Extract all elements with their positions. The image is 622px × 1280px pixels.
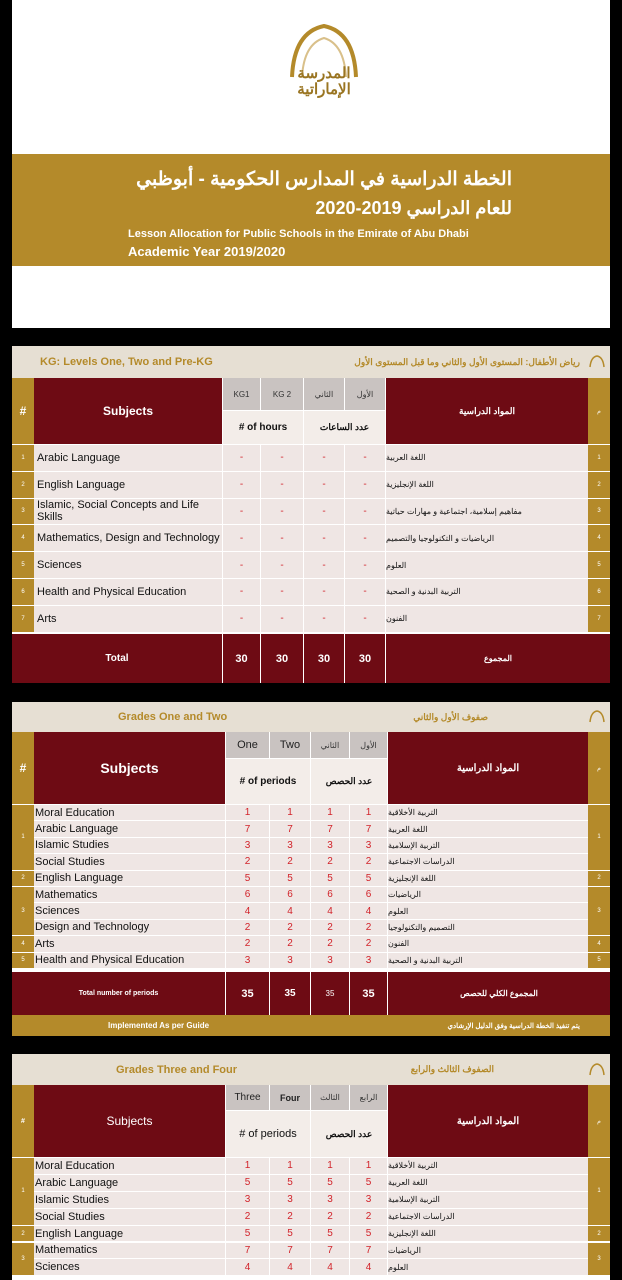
periods-value: 3 [350, 838, 387, 853]
subject-name: English Language [34, 871, 225, 886]
periods-value: 3 [350, 1192, 387, 1208]
g34-title-ar: الصفوف الثالث والرابع [410, 1064, 494, 1074]
periods-value: 5 [311, 1175, 349, 1191]
periods-value: 5 [350, 1175, 387, 1191]
periods-value: 7 [350, 821, 387, 836]
subject-name: Moral Education [34, 1158, 225, 1174]
hours-value: - [261, 472, 303, 498]
periods-value: 4 [311, 1259, 349, 1275]
row-number: 1 [12, 445, 34, 471]
hours-value: - [223, 552, 260, 578]
cover-title-ar: الخطة الدراسية في المدارس الحكومية - أبوظبي [136, 169, 512, 190]
subject-name: Social Studies [34, 854, 225, 869]
g34-row-num-label: م [588, 1085, 610, 1157]
periods-value: 2 [226, 1209, 269, 1225]
kg-total-value: 30 [261, 634, 303, 683]
grades-3-4-table [12, 1054, 610, 1280]
g12-footer-ar: يتم تنفيذ الخطة الدراسية وفق الدليل الإرشادي [447, 1022, 580, 1030]
hours-value: - [223, 445, 260, 471]
periods-value: 2 [350, 936, 387, 951]
subject-name: Health and Physical Education [34, 953, 225, 968]
row-number: 5 [588, 552, 610, 578]
hours-value: - [223, 525, 260, 551]
kg-subjects-header-ar: المواد الدراسية [386, 378, 588, 444]
periods-value: 2 [311, 936, 349, 951]
g34-col-four: Four [270, 1085, 310, 1110]
periods-value: 3 [226, 838, 269, 853]
periods-value: 3 [226, 1192, 269, 1208]
g34-title-bar [12, 1054, 610, 1085]
group-number: 3 [588, 887, 610, 935]
periods-value: 3 [270, 953, 310, 968]
periods-value: 7 [226, 1243, 269, 1259]
periods-value: 5 [350, 871, 387, 886]
g12-total-label-ar: المجموع الكلي للحصص [388, 972, 610, 1015]
periods-value: 4 [270, 903, 310, 918]
hours-value: - [345, 445, 385, 471]
g12-total-value: 35 [311, 972, 349, 1015]
subject-name: Sciences [34, 1259, 225, 1275]
kg-col-second: الثاني [304, 378, 344, 410]
g34-col-third: الثالث [311, 1085, 349, 1110]
subject-name-ar: اللغة العربية [386, 445, 588, 471]
periods-value: 5 [311, 871, 349, 886]
kg-title-en: KG: Levels One, Two and Pre-KG [40, 356, 213, 368]
school-logo [274, 22, 374, 102]
subject-name: Sciences [34, 903, 225, 918]
cover-page [12, 0, 610, 328]
g34-subjects-header: Subjects [34, 1085, 225, 1157]
hours-value: - [261, 525, 303, 551]
periods-value: 3 [270, 1192, 310, 1208]
kg-title-ar: رياض الأطفال: المستوى الأول والثاني وما قبل المستوى الأول [354, 356, 580, 367]
kg-title-bar [12, 346, 610, 378]
subject-name: Social Studies [34, 1209, 225, 1225]
periods-value: 2 [350, 920, 387, 935]
subject-name-ar: التربية البدنية و الصحية [386, 579, 588, 605]
periods-value: 1 [311, 1158, 349, 1174]
subject-name-ar: التربية الأخلاقية [388, 805, 588, 820]
group-number: 5 [588, 953, 610, 968]
periods-value: 4 [311, 903, 349, 918]
periods-value: 4 [226, 1259, 269, 1275]
g34-col-fourth: الرابع [350, 1085, 387, 1110]
g12-periods-ar: عدد الحصص [311, 759, 387, 804]
periods-value: 7 [270, 821, 310, 836]
g12-row-num-label: م [588, 732, 610, 804]
group-number: 1 [12, 805, 34, 870]
kg-col-kg2: KG 2 [261, 378, 303, 410]
subject-name: Health and Physical Education [34, 579, 222, 605]
kg-hours-en: # of hours [223, 411, 303, 444]
periods-value: 1 [270, 805, 310, 820]
kg-total-value: 30 [304, 634, 344, 683]
row-number: 1 [588, 445, 610, 471]
hours-value: - [261, 499, 303, 525]
cover-year-ar: للعام الدراسي 2019-2020 [315, 198, 512, 218]
periods-value: 3 [270, 838, 310, 853]
periods-value: 7 [350, 1243, 387, 1259]
periods-value: 5 [311, 1226, 349, 1242]
hours-value: - [345, 525, 385, 551]
cover-year-en: Academic Year 2019/2020 [128, 244, 286, 259]
subject-name-ar: الدراسات الاجتماعية [388, 1209, 588, 1225]
hours-value: - [223, 472, 260, 498]
periods-value: 2 [226, 854, 269, 869]
subject-name: Arts [34, 936, 225, 951]
hours-value: - [261, 552, 303, 578]
subject-name-ar: الفنون [386, 606, 588, 632]
kg-subjects-header: Subjects [34, 378, 222, 444]
subject-name: Islamic Studies [34, 1192, 225, 1208]
periods-value: 2 [311, 854, 349, 869]
g12-title-en: Grades One and Two [118, 711, 228, 723]
periods-value: 4 [270, 1259, 310, 1275]
mini-logo-icon [588, 710, 606, 724]
kg-hours-ar: عدد الساعات [304, 411, 385, 444]
subject-name-ar: العلوم [386, 552, 588, 578]
row-number: 3 [588, 499, 610, 525]
periods-value: 7 [270, 1243, 310, 1259]
group-number: 2 [12, 1226, 34, 1242]
periods-value: 2 [270, 1209, 310, 1225]
kg-table [12, 346, 610, 683]
subject-name-ar: الدراسات الاجتماعية [388, 854, 588, 869]
row-number: 4 [588, 525, 610, 551]
periods-value: 3 [311, 1192, 349, 1208]
g12-col-second: الثاني [311, 732, 349, 758]
periods-value: 3 [311, 953, 349, 968]
hours-value: - [261, 606, 303, 632]
row-number: 6 [588, 579, 610, 605]
g12-total-label: Total number of periods [12, 972, 225, 1015]
periods-value: 5 [350, 1226, 387, 1242]
periods-value: 1 [350, 1158, 387, 1174]
subject-name-ar: مفاهيم إسلامية، اجتماعية و مهارات حياتية [386, 499, 588, 525]
periods-value: 2 [350, 854, 387, 869]
subject-name: English Language [34, 472, 222, 498]
periods-value: 2 [350, 1209, 387, 1225]
g12-title-ar: صفوف الأول والثاني [413, 711, 488, 722]
periods-value: 6 [311, 887, 349, 902]
subject-name: Mathematics [34, 887, 225, 902]
row-number: 7 [588, 606, 610, 632]
logo-text: المدرسة الإماراتية [297, 65, 351, 98]
g12-subjects-header-ar: المواد الدراسية [388, 732, 588, 804]
subject-name-ar: الفنون [388, 936, 588, 951]
subject-name: Moral Education [34, 805, 225, 820]
periods-value: 2 [226, 920, 269, 935]
subject-name: English Language [34, 1226, 225, 1242]
subject-name: Arts [34, 606, 222, 632]
periods-value: 2 [311, 1209, 349, 1225]
periods-value: 2 [226, 936, 269, 951]
g12-footer [12, 1015, 610, 1036]
periods-value: 1 [226, 805, 269, 820]
hours-value: - [261, 579, 303, 605]
g12-col-one: One [226, 732, 269, 758]
subject-name-ar: التربية الإسلامية [388, 1192, 588, 1208]
group-number: 3 [12, 1243, 34, 1276]
group-number: 3 [588, 1243, 610, 1276]
g34-subjects-header-ar: المواد الدراسية [388, 1085, 588, 1157]
group-number: 2 [12, 871, 34, 886]
mini-logo-icon [588, 1063, 606, 1077]
cover-title-en: Lesson Allocation for Public Schools in the Emirate of Abu Dhabi [128, 228, 469, 240]
g12-total-value: 35 [350, 972, 387, 1015]
periods-value: 1 [270, 1158, 310, 1174]
periods-value: 3 [226, 953, 269, 968]
periods-value: 2 [270, 920, 310, 935]
periods-value: 3 [350, 953, 387, 968]
periods-value: 7 [311, 821, 349, 836]
g12-col-two: Two [270, 732, 310, 758]
grades-1-2-table [12, 702, 610, 1036]
hours-value: - [261, 445, 303, 471]
subject-name: Mathematics, Design and Technology [34, 525, 222, 551]
row-number: 2 [12, 472, 34, 498]
group-number: 2 [588, 871, 610, 886]
periods-value: 5 [270, 871, 310, 886]
kg-total-value: 30 [345, 634, 385, 683]
periods-value: 7 [311, 1243, 349, 1259]
subject-name-ar: اللغة العربية [388, 821, 588, 836]
periods-value: 2 [270, 936, 310, 951]
g34-hash: # [12, 1085, 34, 1157]
kg-col-kg1: KG1 [223, 378, 260, 410]
hours-value: - [345, 499, 385, 525]
periods-value: 4 [350, 903, 387, 918]
row-number: 5 [12, 552, 34, 578]
periods-value: 5 [226, 1175, 269, 1191]
periods-value: 3 [311, 838, 349, 853]
periods-value: 5 [226, 871, 269, 886]
periods-value: 4 [350, 1259, 387, 1275]
periods-value: 6 [270, 887, 310, 902]
hours-value: - [345, 606, 385, 632]
hours-value: - [345, 472, 385, 498]
g12-total-value: 35 [270, 972, 310, 1015]
periods-value: 2 [311, 920, 349, 935]
g34-title-en: Grades Three and Four [116, 1063, 238, 1076]
subject-name-ar: الرياضيات [388, 887, 588, 902]
subject-name-ar: التربية الإسلامية [388, 838, 588, 853]
group-number: 5 [12, 953, 34, 968]
periods-value: 2 [270, 854, 310, 869]
subject-name-ar: التصميم والتكنولوجيا [388, 920, 588, 935]
hours-value: - [223, 499, 260, 525]
group-number: 2 [588, 1226, 610, 1242]
g12-periods-en: # of periods [226, 759, 310, 804]
group-number: 3 [12, 887, 34, 935]
subject-name-ar: التربية الأخلاقية [388, 1158, 588, 1174]
group-number: 1 [588, 805, 610, 870]
g34-col-three: Three [226, 1085, 269, 1110]
kg-total-value: 30 [223, 634, 260, 683]
kg-col-first: الأول [345, 378, 385, 410]
g12-col-first: الأول [350, 732, 387, 758]
kg-row-num-label: م [588, 378, 610, 444]
subject-name: Mathematics [34, 1243, 225, 1259]
group-number: 4 [588, 936, 610, 951]
g12-footer-en: Implemented As per Guide [108, 1021, 210, 1030]
hours-value: - [345, 579, 385, 605]
mini-logo-icon [588, 355, 606, 369]
periods-value: 6 [226, 887, 269, 902]
periods-value: 7 [226, 821, 269, 836]
group-number: 4 [12, 936, 34, 951]
cover-banner [12, 154, 610, 266]
hours-value: - [304, 606, 344, 632]
hours-value: - [304, 579, 344, 605]
periods-value: 1 [226, 1158, 269, 1174]
hours-value: - [304, 552, 344, 578]
hours-value: - [223, 579, 260, 605]
kg-hash: # [12, 378, 34, 444]
periods-value: 5 [226, 1226, 269, 1242]
row-number: 3 [12, 499, 34, 525]
g34-periods-en: # of periods [226, 1111, 310, 1157]
row-number: 4 [12, 525, 34, 551]
subject-name: Arabic Language [34, 1175, 225, 1191]
subject-name-ar: الرياضيات [388, 1243, 588, 1259]
subject-name-ar: العلوم [388, 903, 588, 918]
periods-value: 1 [350, 805, 387, 820]
hours-value: - [304, 525, 344, 551]
subject-name-ar: التربية البدنية و الصحية [388, 953, 588, 968]
kg-total-label-ar: المجموع [386, 634, 610, 683]
group-number: 1 [12, 1158, 34, 1225]
group-number: 1 [588, 1158, 610, 1225]
g12-title-bar [12, 702, 610, 732]
subject-name: Arabic Language [34, 445, 222, 471]
g12-total-value: 35 [226, 972, 269, 1015]
subject-name-ar: الرياضيات و التكنولوجيا والتصميم [386, 525, 588, 551]
periods-value: 6 [350, 887, 387, 902]
row-number: 6 [12, 579, 34, 605]
row-number: 7 [12, 606, 34, 632]
hours-value: - [223, 606, 260, 632]
periods-value: 1 [311, 805, 349, 820]
subject-name: Arabic Language [34, 821, 225, 836]
subject-name-ar: اللغة الإنجليزية [388, 1226, 588, 1242]
g34-periods-ar: عدد الحصص [311, 1111, 387, 1157]
subject-name-ar: اللغة الإنجليزية [386, 472, 588, 498]
hours-value: - [304, 499, 344, 525]
g12-subjects-header: Subjects [34, 732, 225, 804]
row-number: 2 [588, 472, 610, 498]
kg-total-label: Total [12, 634, 222, 683]
hours-value: - [304, 472, 344, 498]
hours-value: - [304, 445, 344, 471]
subject-name-ar: اللغة الإنجليزية [388, 871, 588, 886]
subject-name: Islamic Studies [34, 838, 225, 853]
subject-name: Sciences [34, 552, 222, 578]
periods-value: 5 [270, 1175, 310, 1191]
subject-name-ar: العلوم [388, 1259, 588, 1275]
periods-value: 4 [226, 903, 269, 918]
periods-value: 5 [270, 1226, 310, 1242]
g12-hash: # [12, 732, 34, 804]
subject-name: Islamic, Social Concepts and Life Skills [34, 499, 222, 525]
subject-name-ar: اللغة العربية [388, 1175, 588, 1191]
hours-value: - [345, 552, 385, 578]
subject-name: Design and Technology [34, 920, 225, 935]
